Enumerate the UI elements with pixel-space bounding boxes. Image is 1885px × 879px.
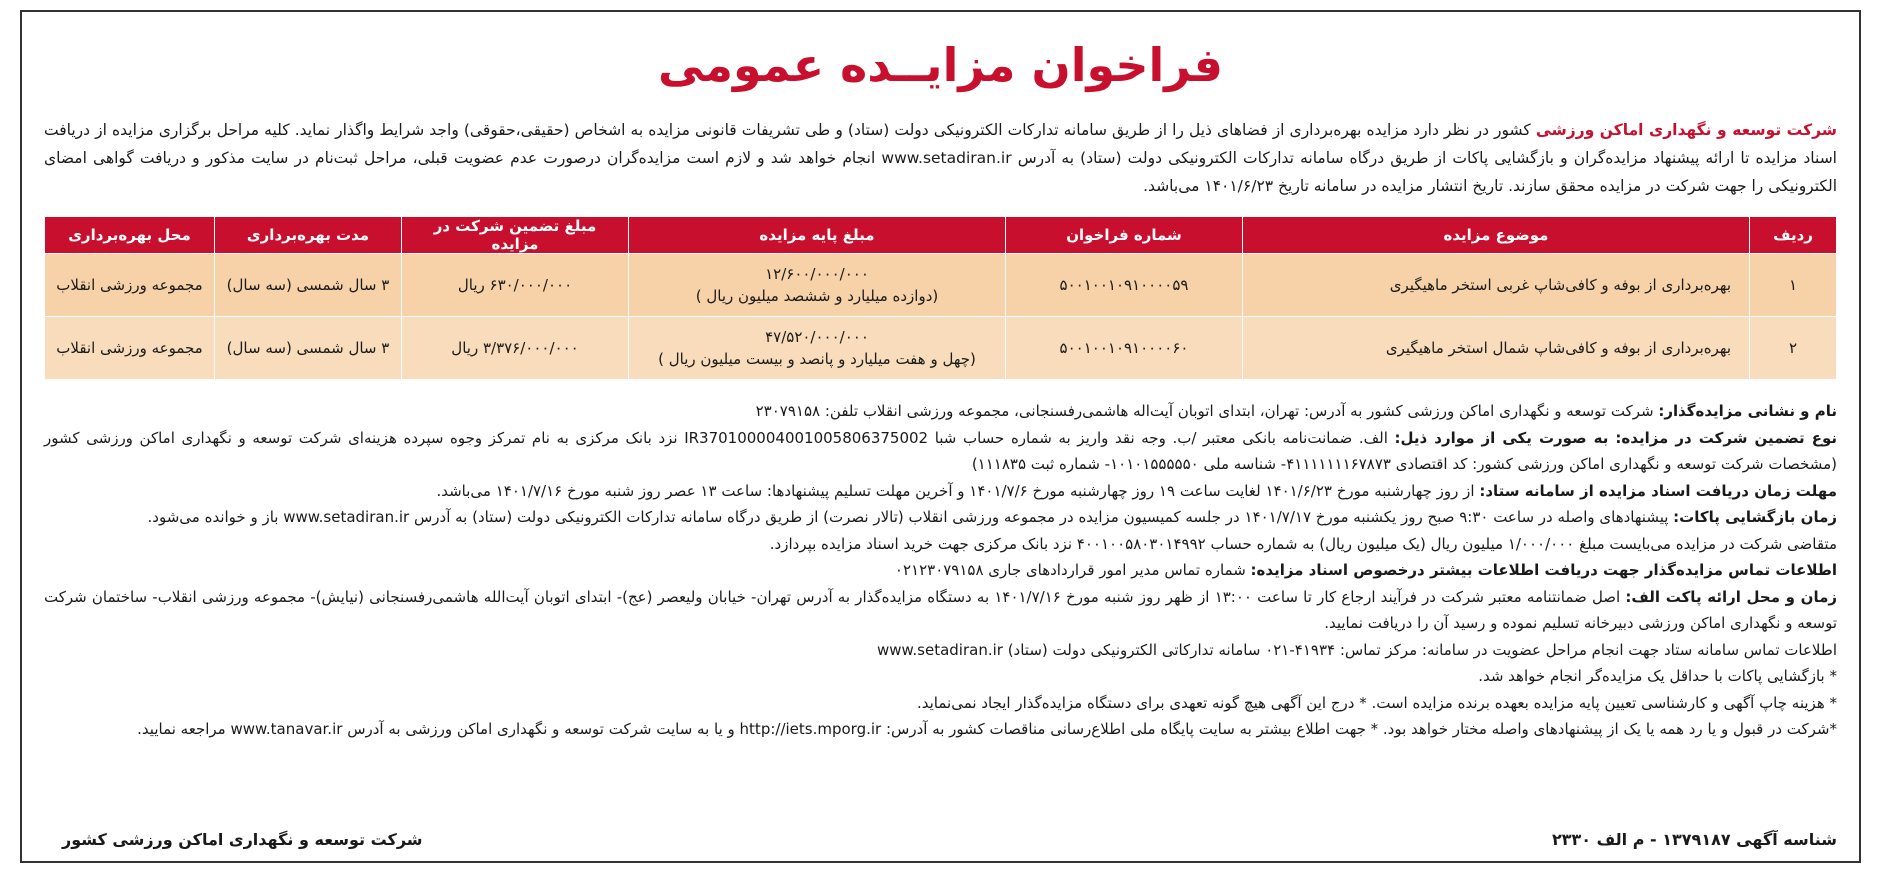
label: نوع تضمین شرکت در مزایده: به صورت یکی از موارد ذیل: — [1394, 428, 1837, 447]
page-title: فراخوان مزایــده عمومی — [658, 38, 1223, 92]
base-price-digits: ۱۲/۶۰۰/۰۰۰/۰۰۰ — [765, 265, 869, 283]
row-number: ۵۰۰۱۰۰۱۰۹۱۰۰۰۰۵۹ — [1006, 254, 1243, 317]
table-header-row — [45, 217, 1837, 254]
table-row — [45, 254, 1837, 317]
purchase-fee: متقاضی شرکت در مزایده می‌بایست مبلغ ۱/۰۰۰/۰۰۰ میلیون ریال (یک میلیون ریال) به شماره حساب ۴۰۰۱۰۰۵۸۰۳۰۱۴۹۹۲ نزد بانک مرکزی جهت خرید اسناد مزایده بپردازد. — [769, 534, 1837, 553]
base-price-digits: ۴۷/۵۲۰/۰۰۰/۰۰۰ — [765, 328, 869, 346]
note-cost: * هزینه چاپ آگهی و کارشناسی تعیین پایه مزایده بعهده برنده مزایده است. * درج این آگهی هیچ گونه تعهدی برای دستگاه مزایده‌گذار ایجاد نمی‌نماید. — [916, 693, 1837, 712]
intro-paragraph — [44, 116, 1837, 200]
company-name: شرکت توسعه و نگهداری اماکن ورزشی — [1535, 121, 1837, 139]
row-base-price — [629, 254, 1006, 317]
opening-time — [44, 504, 1837, 531]
header-guarantee: مبلغ تضمین شرکت در مزایده — [402, 217, 629, 254]
text: پیشنهادهای واصله در ساعت ۹:۳۰ صبح روز یکشنبه مورخ ۱۴۰۱/۷/۱۷ در جلسه کمیسیون مزایده در مجموعه ورزشی انقلاب (تالار نصرت) از طریق درگاه سامانه تدارکات الکترونیکی دولت (ستاد) به آدرس www.setadiran.ir باز و خوانده می‌شود. — [147, 508, 1674, 526]
ad-identifier: شناسه آگهی ۱۳۷۹۱۸۷ - م الف ۲۳۳۰ — [1551, 830, 1837, 849]
header-location: محل بهره‌برداری — [45, 217, 215, 254]
row-subject: بهره‌برداری از بوفه و کافی‌شاپ شمال استخر ماهیگیری — [1243, 317, 1750, 380]
label: مهلت زمان دریافت اسناد مزایده از سامانه ستاد: — [1479, 481, 1837, 500]
header-subject: موضوع مزایده — [1243, 217, 1750, 254]
row-guarantee: ۶۳۰/۰۰۰/۰۰۰ ریال — [402, 254, 629, 317]
setad-contact: اطلاعات تماس سامانه ستاد جهت انجام مراحل عضویت در سامانه: مرکز تماس: ۴۱۹۳۴-۰۲۱ سامانه تدارکاتی الکترونیکی دولت (ستاد) www.setadiran.ir — [876, 640, 1837, 659]
row-duration: ۳ سال شمسی (سه سال) — [215, 317, 402, 380]
header-duration: مدت بهره‌برداری — [215, 217, 402, 254]
row-index: ۲ — [1750, 317, 1837, 380]
auctioneer-address — [44, 398, 1837, 425]
envelope-delivery — [44, 584, 1837, 637]
text: شماره تماس مدیر امور قراردادهای جاری ۰۲۱۲۳۰۷۹۱۵۸ — [894, 561, 1251, 579]
row-guarantee: ۳/۳۷۶/۰۰۰/۰۰۰ ریال — [402, 317, 629, 380]
guarantee-type — [44, 425, 1837, 478]
row-duration: ۳ سال شمسی (سه سال) — [215, 254, 402, 317]
label: زمان بازگشایی پاکات: — [1673, 508, 1837, 526]
label: نام و نشانی مزایده‌گذار: — [1658, 402, 1837, 420]
advertisement-frame — [20, 10, 1861, 863]
signature: شرکت توسعه و نگهداری اماکن ورزشی کشور — [62, 830, 423, 849]
contact-info — [44, 557, 1837, 584]
note-opening: * بازگشایی پاکات با حداقل یک مزایده‌گر انجام خواهد شد. — [1478, 667, 1837, 685]
header-index: ردیف — [1750, 217, 1837, 254]
row-location: مجموعه ورزشی انقلاب — [45, 317, 215, 380]
row-subject: بهره‌برداری از بوفه و کافی‌شاپ غربی استخر ماهیگیری — [1243, 254, 1750, 317]
label: زمان و محل ارائه پاکت الف: — [1625, 587, 1837, 606]
text: از روز چهارشنبه مورخ ۱۴۰۱/۶/۲۳ لغایت ساعت ۱۹ روز چهارشنبه مورخ ۱۴۰۱/۷/۶ و آخرین مهلت تسلیم پیشنهادها: ساعت ۱۳ عصر روز شنبه مورخ ۱۴۰۱/۷/۱۶ می‌باشد. — [436, 481, 1480, 500]
auction-table — [44, 216, 1837, 380]
table-row — [45, 317, 1837, 380]
row-number: ۵۰۰۱۰۰۱۰۹۱۰۰۰۰۶۰ — [1006, 317, 1243, 380]
note-rights: *شرکت در قبول و یا رد همه یا یک از پیشنهادهای واصله مختار خواهد بود. * جهت اطلاع بیشتر به سایت پایگاه ملی اطلاع‌رسانی مناقصات کشور به آدرس: http://iets.mporg.ir و یا به سایت شرکت توسعه و نگهداری اماکن ورزشی به آدرس www.tanavar.ir مراجعه نمایید. — [137, 720, 1837, 738]
intro-text: کشور در نظر دارد مزایده بهره‌برداری از فضاهای ذیل را از طریق سامانه تدارکات الکترونیکی دولت (ستاد) و طی تشریفات قانونی مزایده به اشخاص (حقیقی،حقوقی) واجد شرایط واگذار نماید. کلیه مراحل برگزاری مزایده از دریافت اسناد مزایده تا ارائه پیشنهاد مزایده‌گران و بازگشایی پاکات از طریق درگاه سامانه تدارکات الکترونیکی دولت (ستاد) به آدرس www.setadiran.ir انجام خواهد شد و لازم است مزایده‌گران درصورت عدم عضویت قبلی، مراحل ثبت‌نام در سایت مذکور و دریافت گواهی امضای الکترونیکی را جهت شرکت در مزایده محقق سازند. تاریخ انتشار مزایده در سامانه تاریخ ۱۴۰۱/۶/۲۳ می‌باشد. — [44, 121, 1837, 195]
base-price-words: (دوازده میلیارد و ششصد میلیون ریال ) — [695, 287, 939, 305]
header-number: شماره فراخوان — [1006, 217, 1243, 254]
conditions-body — [44, 398, 1837, 743]
text: اصل ضمانتنامه معتبر شرکت در فرآیند ارجاع کار تا ساعت ۱۳:۰۰ از ظهر روز شنبه مورخ ۱۴۰۱/۷/۱۶ به دستگاه مزایده‌گذار به آدرس تهران- خیابان ولیعصر (عج)- ابتدای اتوبان آیت‌الله هاشمی‌رفسنجانی (نیایش)- مجموعه ورزشی انقلاب- ساختمان شرکت توسعه و نگهداری اماکن ورزشی دبیرخانه تسلیم نموده و رسید آن را دریافت نمایید. — [44, 587, 1837, 632]
label: اطلاعات تماس مزایده‌گذار جهت دریافت اطلاعات بیشتر درخصوص اسناد مزایده: — [1250, 561, 1837, 579]
document-deadline — [44, 478, 1837, 505]
row-location: مجموعه ورزشی انقلاب — [45, 254, 215, 317]
text: الف. ضمانت‌نامه بانکی معتبر /ب. وجه نقد واریز به شماره حساب شبا IR370100004001005806375002 نزد بانک مرکزی به نام تمرکز وجوه سپرده هزینه‌ای شرکت توسعه و نگهداری اماکن ورزشی کشور (مشخصات شرکت توسعه و نگهداری اماکن ورزشی کشور: کد اقتصادی ۴۱۱۱۱۱۱۱۶۷۸۷۳- شناسه ملی ۱۰۱۰۱۵۵۵۵۵۰- شماره ثبت ۱۱۱۸۳۵) — [44, 428, 1837, 473]
row-base-price — [629, 317, 1006, 380]
base-price-words: (چهل و هفت میلیارد و پانصد و بیست میلیون ریال ) — [658, 350, 976, 368]
row-index: ۱ — [1750, 254, 1837, 317]
header-base-price: مبلغ پایه مزایده — [629, 217, 1006, 254]
text: شرکت توسعه و نگهداری اماکن ورزشی کشور به آدرس: تهران، ابتدای اتوبان آیت‌اله هاشمی‌رفسنجانی، مجموعه ورزشی انقلاب تلفن: ۲۳۰۷۹۱۵۸ — [755, 402, 1659, 420]
